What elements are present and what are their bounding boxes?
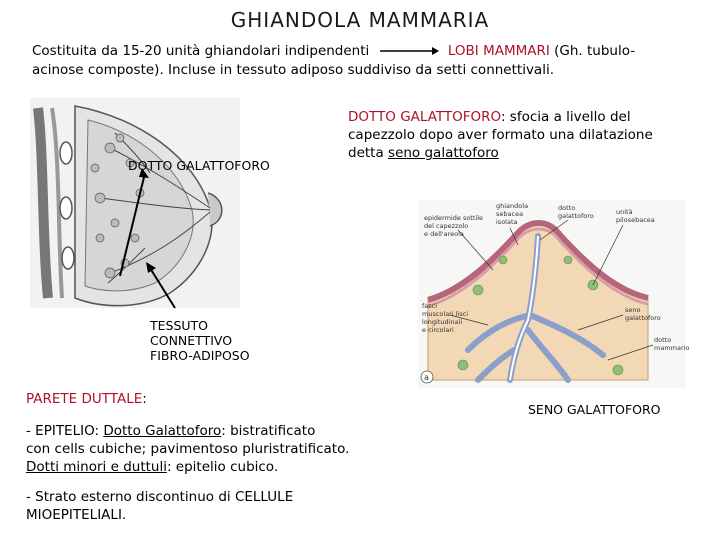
label-unita-2: pilosebacea [616, 216, 655, 224]
svg-text:sebacea [496, 210, 523, 218]
label-epidermide-2: del capezzolo [424, 222, 469, 230]
svg-text:del capezzolo [424, 222, 468, 230]
epitelio-post2: : epitelio cubico. [166, 459, 279, 475]
dotti-minori-term: Dotti minori e duttuli [26, 459, 167, 475]
svg-text:pilosebacea [616, 216, 655, 224]
label-dm-1: dotto [654, 336, 672, 344]
caption-seno-galattoforo: SENO GALATTOFORO [528, 402, 661, 417]
label-fasci-1: fasci [422, 302, 438, 310]
svg-text:galattoforo [625, 314, 661, 322]
right-arrow-icon [378, 46, 440, 56]
label-tessuto-line3: FIBRO-ADIPOSO [150, 348, 250, 363]
svg-text:isolata [496, 218, 518, 226]
svg-text:a [424, 373, 429, 382]
strato-line1: - Strato esterno discontinuo di CELLULE [26, 489, 294, 505]
intro-text: Costituita da 15-20 unità ghiandolari indipendenti [32, 43, 370, 59]
parete-duttale-colon: : [142, 391, 147, 407]
epitelio-prefix: - EPITELIO: [26, 423, 104, 439]
svg-text:mammario [654, 344, 689, 352]
panel-letter: a [424, 373, 429, 382]
svg-text:unità [616, 208, 633, 216]
duct-desc-text1: : sfocia a livello del [500, 109, 631, 125]
label-fasci-4: e circolari [422, 326, 454, 334]
label-dotto-1: dotto [558, 204, 576, 212]
svg-text:longitudinali [422, 318, 462, 326]
svg-text:e dell'areola [424, 230, 464, 238]
svg-text:galattoforo [558, 212, 594, 220]
strato-paragraph [26, 488, 406, 524]
label-tessuto-connettivo [150, 318, 250, 363]
duct-desc-line3-pre: detta [348, 145, 389, 161]
svg-text:fasci [422, 302, 437, 310]
label-epidermide-1: epidermide sottile [424, 214, 484, 222]
svg-text:muscolari lisci [422, 310, 468, 318]
svg-text:dotto [558, 204, 575, 212]
dotto-galattoforo-term: Dotto Galattoforo [103, 423, 222, 439]
page-title: GHIANDOLA MAMMARIA [230, 8, 490, 32]
label-unita-1: unità [616, 208, 633, 216]
svg-text:ghiandola [496, 202, 528, 210]
label-fasci-2: muscolari lisci [422, 310, 469, 318]
duct-description [348, 108, 718, 162]
svg-text:dotto [654, 336, 671, 344]
lobi-mammari-label: LOBI MAMMARI [447, 43, 550, 59]
nipple-histology-figure [418, 200, 718, 390]
svg-text:epidermide sottile [424, 214, 483, 222]
epitelio-post: : bistratificato [221, 423, 316, 439]
label-ghiandola-1: ghiandola [496, 202, 529, 210]
label-seno-2: galattoforo [625, 314, 661, 322]
intro-paragraph [32, 42, 712, 80]
svg-text:seno [625, 306, 641, 314]
intro-line-2: acinose composte). Incluse in tessuto adiposo suddiviso da setti connettivali. [32, 62, 554, 78]
epitelio-paragraph [26, 422, 406, 476]
duct-desc-heading: DOTTO GALATTOFORO [348, 109, 501, 125]
label-ghiandola-2: sebacea [496, 210, 524, 218]
strato-line2: MIOEPITELIALI. [26, 507, 127, 523]
parete-duttale-heading [26, 390, 147, 408]
label-epidermide-3: e dell'areola [424, 230, 464, 238]
seno-galattoforo-term: seno galattoforo [388, 145, 499, 161]
label-tessuto-line1: TESSUTO [150, 318, 209, 333]
svg-text:e circolari [422, 326, 454, 334]
duct-desc-line2: capezzolo dopo aver formato una dilatazione [348, 127, 653, 143]
label-ghiandola-3: isolata [496, 218, 518, 226]
label-fasci-3: longitudinali [422, 318, 463, 326]
intro-text-2: (Gh. tubulo- [549, 43, 636, 59]
label-dotto-2: galattoforo [558, 212, 594, 220]
label-tessuto-line2: CONNETTIVO [150, 333, 233, 348]
label-dotto-galattoforo: DOTTO GALATTOFORO [128, 158, 270, 173]
parete-duttale-label: PARETE DUTTALE [26, 391, 143, 407]
epitelio-line2: con cells cubiche; pavimentoso pluristratificato. [26, 441, 350, 457]
label-seno-1: seno [625, 306, 641, 314]
label-dm-2: mammario [654, 344, 690, 352]
